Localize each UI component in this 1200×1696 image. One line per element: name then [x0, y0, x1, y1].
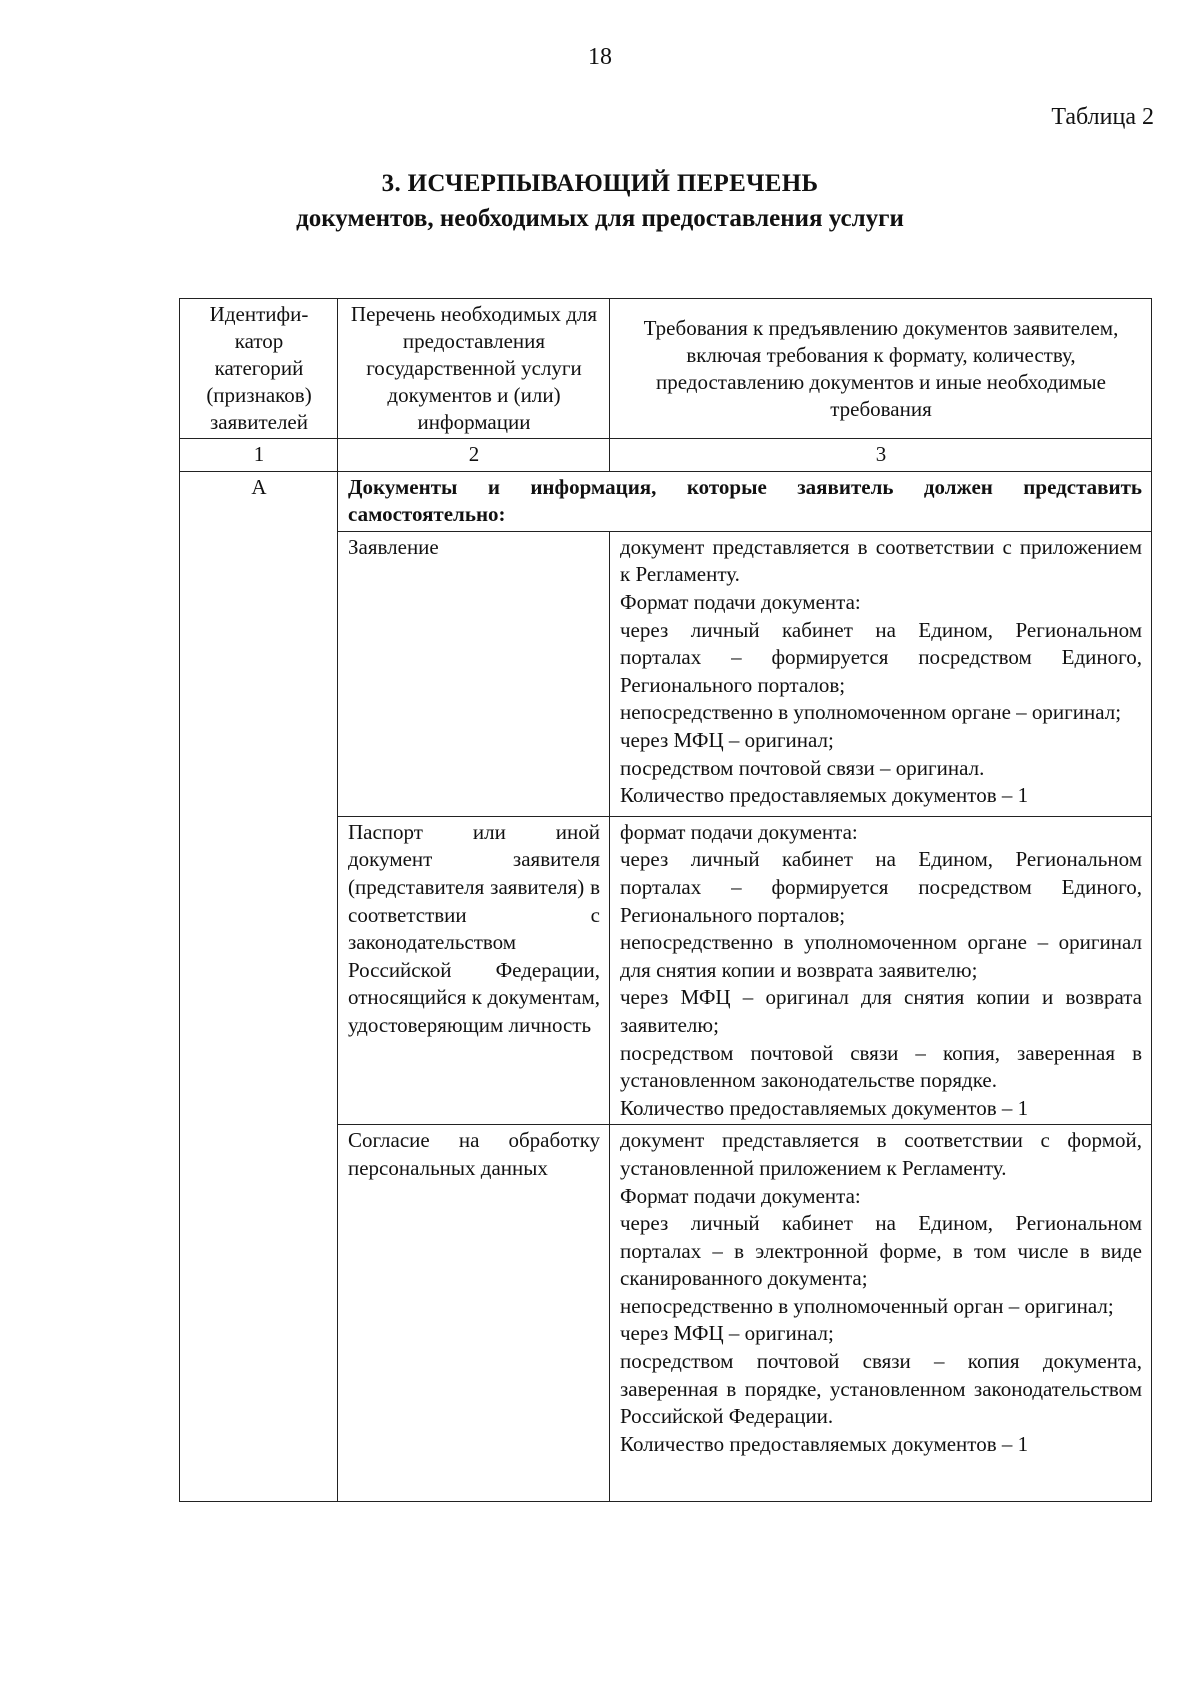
requirement-line: формат подачи документа:	[620, 819, 858, 844]
category-title: Документы и информация, которые заявитель должен представить самостоятельно:	[338, 471, 1152, 531]
document-name: Заявление	[338, 531, 610, 816]
table-header-row	[180, 299, 1152, 439]
requirement-line: Количество предоставляемых документов – 1	[620, 1431, 1029, 1456]
category-row	[180, 471, 1152, 531]
requirement-line: через МФЦ – оригинал для снятия копии и возврата заявителю;	[620, 985, 1142, 1037]
header-category-id: Идентифи-катор категорий (признаков) заявителей	[180, 299, 338, 439]
header-documents-list: Перечень необходимых для предоставления государственной услуги документов и (или) информации	[338, 299, 610, 439]
requirement-line: через личный кабинет на Едином, Региональном порталах – формируется посредством Единого, Регионального порталов;	[620, 847, 1142, 927]
section-title: 3. ИСЧЕРПЫВАЮЩИЙ ПЕРЕЧЕНЬ	[381, 170, 819, 197]
header-requirements: Требования к предъявлению документов заявителем, включая требования к формату, количеству, предоставлению документов и иные необходимые требования	[610, 299, 1152, 439]
requirement-line: Формат подачи документа:	[620, 589, 861, 614]
requirement-line: через МФЦ – оригинал;	[620, 1321, 834, 1346]
requirement-line: документ представляется в соответствии с формой, установленной приложением к Регламенту.	[620, 1128, 1142, 1180]
document-requirements	[610, 531, 1152, 816]
requirement-line: непосредственно в уполномоченном органе – оригинал;	[620, 700, 1122, 725]
document-name: Паспорт или иной документ заявителя (представителя заявителя) в соответствии с законодательством Российской Федерации, относящийся к документам, удостоверяющим личность	[338, 816, 610, 1125]
document-requirements	[610, 816, 1152, 1125]
requirement-line: Количество предоставляемых документов – 1	[620, 1095, 1029, 1120]
page-number: 18	[588, 44, 612, 70]
documents-table	[179, 298, 1152, 1502]
requirement-line: посредством почтовой связи – копия документа, заверенная в порядке, установленном законодательством Российской Федерации.	[620, 1349, 1142, 1429]
requirement-line: посредством почтовой связи – оригинал.	[620, 755, 985, 780]
section-subtitle: документов, необходимых для предоставления услуги	[296, 205, 904, 232]
column-number-row	[180, 439, 1152, 472]
document-requirements	[610, 1125, 1152, 1502]
requirement-line: непосредственно в уполномоченном органе – оригинал для снятия копии и возврата заявителю;	[620, 930, 1142, 982]
requirement-line: Формат подачи документа:	[620, 1183, 861, 1208]
requirement-line: документ представляется в соответствии с приложением к Регламенту.	[620, 534, 1142, 587]
document-name: Согласие на обработку персональных данных	[338, 1125, 610, 1502]
requirement-line: посредством почтовой связи – копия, заверенная в установленном законодательстве порядке.	[620, 1040, 1142, 1093]
requirement-line: через личный кабинет на Едином, Региональном порталах – в электронной форме, в том числе в виде сканированного документа;	[620, 1211, 1142, 1291]
requirement-line: через личный кабинет на Едином, Региональном порталах – формируется посредством Единого, Регионального порталов;	[620, 617, 1142, 697]
column-number: 3	[610, 439, 1152, 472]
requirement-line: Количество предоставляемых документов – 1	[620, 783, 1029, 808]
requirement-line: через МФЦ – оригинал;	[620, 727, 834, 752]
column-number: 1	[180, 439, 338, 472]
requirement-line: непосредственно в уполномоченный орган – оригинал;	[620, 1293, 1114, 1318]
table-label: Таблица 2	[1051, 104, 1154, 130]
column-number: 2	[338, 439, 610, 472]
category-id: А	[180, 471, 338, 1502]
